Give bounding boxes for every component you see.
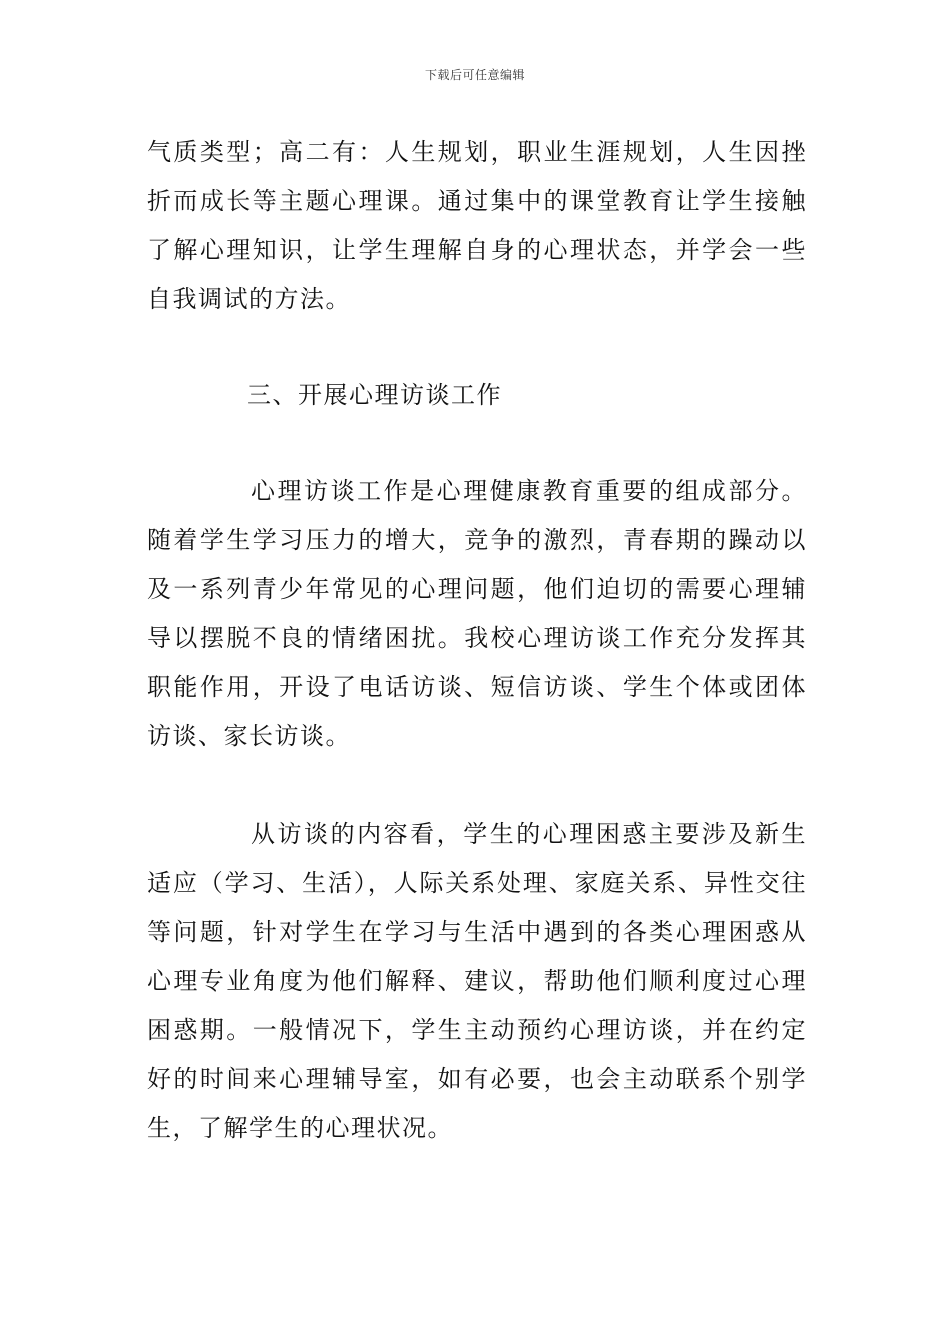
paragraph-interview-content: 从访谈的内容看，学生的心理困惑主要涉及新生适应（学习、生活），人际关系处理、家庭关系、异性交往等问题，针对学生在学习与生活中遇到的各类心理困惑从心理专业角度为他们解释、建议，帮助他们顺利度过心理困惑期。一般情况下，学生主动预约心理访谈，并在约定好的时间来心理辅导室，如有必要，也会主动联系个别学生，了解学生的心理状况。 — [147, 820, 807, 1142]
paragraph-interview-intro: 心理访谈工作是心理健康教育重要的组成部分。随着学生学习压力的增大，竞争的激烈，青春期的躁动以及一系列青少年常见的心理问题，他们迫切的需要心理辅导以摆脱不良的情绪困扰。我校心理访谈工作充分发挥其职能作用，开设了电话访谈、短信访谈、学生个体或团体访谈、家长访谈。 — [147, 477, 807, 750]
section-heading: 三、开展心理访谈工作 — [247, 381, 502, 409]
paragraph-continued: 气质类型；高二有：人生规划，职业生涯规划，人生因挫折而成长等主题心理课。通过集中的课堂教育让学生接触了解心理知识，让学生理解自身的心理状态，并学会一些自我调试的方法。 — [147, 138, 807, 313]
page-header-note: 下载后可任意编辑 — [424, 68, 525, 82]
document-body — [147, 128, 807, 1153]
